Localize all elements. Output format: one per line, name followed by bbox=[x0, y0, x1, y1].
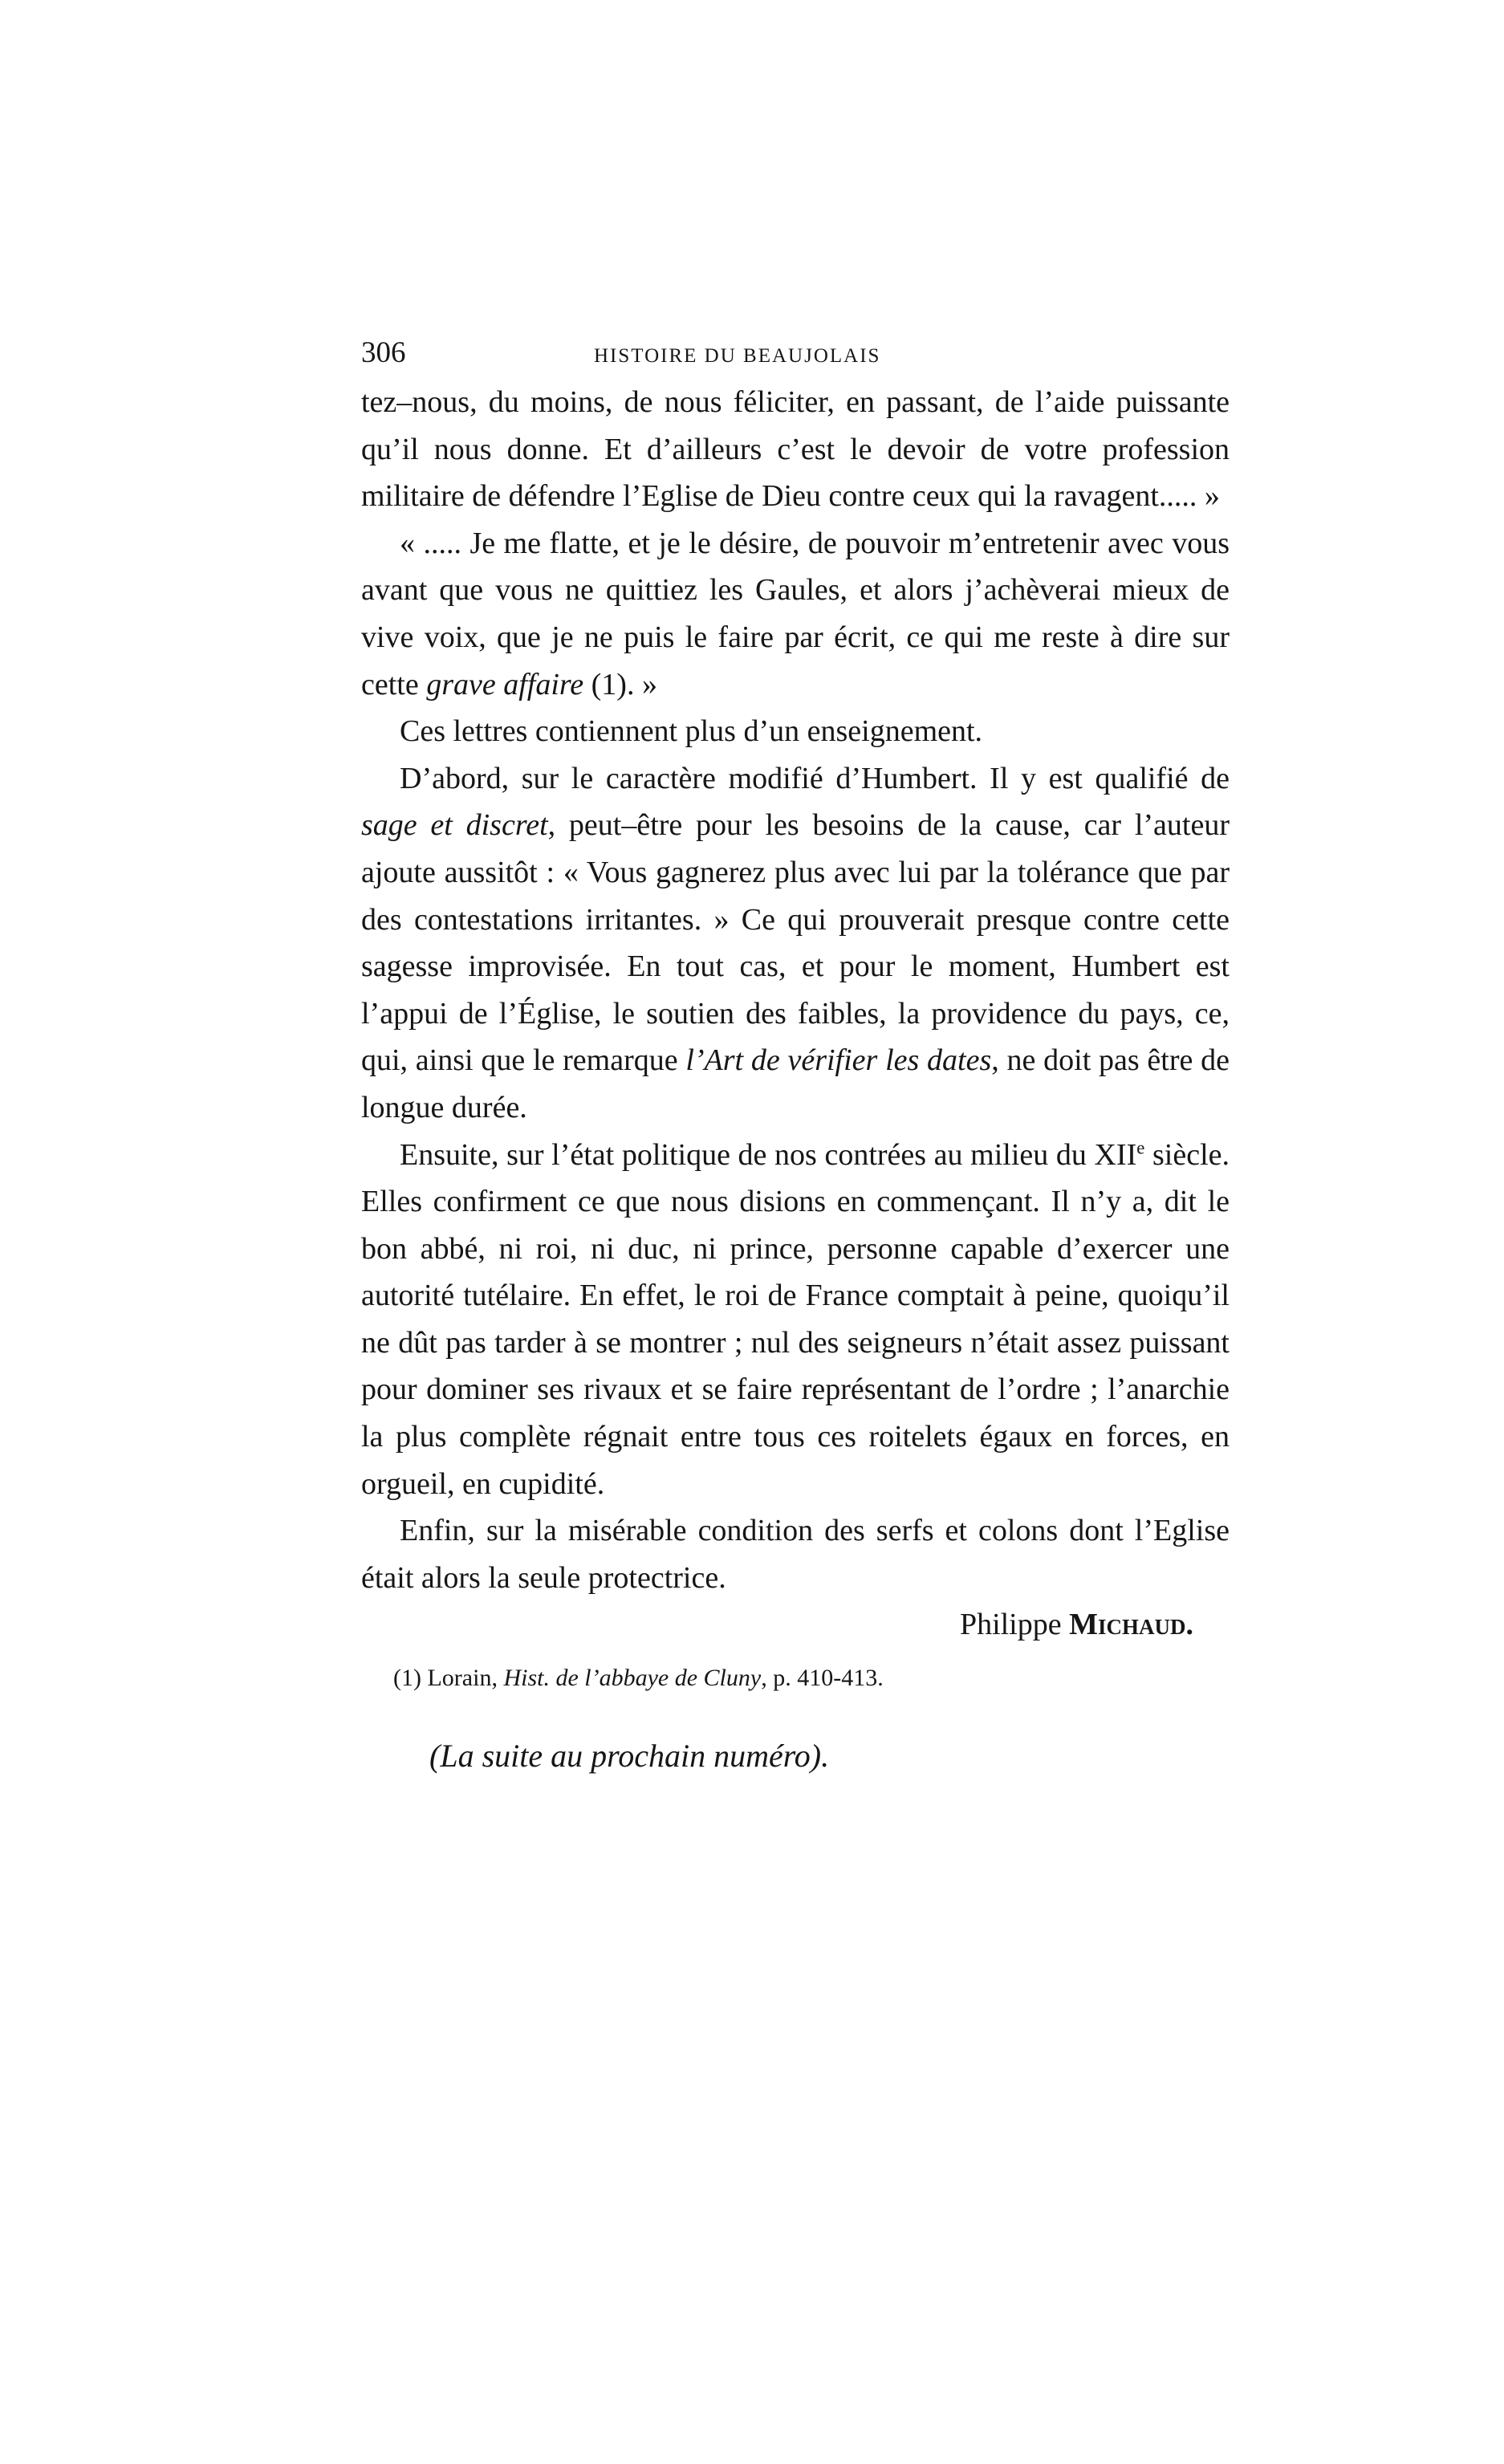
document-page bbox=[361, 335, 1230, 1775]
paragraph-6: Enfin, sur la misérable condition des serfs et colons dont l’Eglise était alors la seule protectrice. bbox=[361, 1514, 1230, 1595]
paragraph-2-text-a: « ..... Je me flatte, et je le désire, de pouvoir m’entretenir avec vous avant que vous ne quittiez les Gaules, et alors j’achèverai mieux de vive voix, que je ne puis le faire par écrit, ce qui me reste à dire sur cette bbox=[361, 526, 1230, 701]
paragraph-3: Ces lettres contiennent plus d’un enseignement. bbox=[400, 714, 983, 749]
paragraph-2-emphasis: grave affaire bbox=[426, 667, 584, 701]
running-title: HISTOIRE DU BEAUJOLAIS bbox=[594, 345, 881, 367]
author-signature bbox=[361, 1601, 1230, 1649]
paragraph-2 bbox=[361, 520, 1230, 708]
footnote-pages: , p. 410-413. bbox=[761, 1665, 884, 1692]
paragraph-5-text-b: siècle. Elles confirment ce que nous disions en commençant. Il n’y a, dit le bon abbé, ni roi, ni duc, ni prince, personne capable d’exercer une autorité tutélaire. En effet, le roi de France comptait à peine, quoiqu’il ne dût pas tarder à se montrer ; nul des seigneurs n’était assez puissant pour dominer ses rivaux et se faire représentant de l’ordre ; l’anarchie la plus complète régnait entre tous ces roitelets égaux en forces, en orgueil, en cupidité. bbox=[361, 1137, 1230, 1501]
page-header bbox=[361, 335, 1230, 374]
footnote-title: Hist. de l’abbaye de Cluny bbox=[503, 1665, 762, 1692]
footnote-author: Lorain, bbox=[427, 1665, 498, 1692]
paragraph-4-text-c: , ne doit pas être de longue durée. bbox=[361, 1043, 1230, 1124]
paragraph-1: tez–nous, du moins, de nous féliciter, en passant, de l’aide puissante qu’il nous donne. Et d’ailleurs c’est le devoir de votre profession militaire de défendre l’Eglise de Dieu contre ceux qui la ravagent..... » bbox=[361, 385, 1230, 514]
paragraph-4-text-b: , peut–être pour les besoins de la cause, car l’auteur ajoute aussitôt : « Vous gagnerez plus avec lui par la tolérance que par des contestations irritantes. » Ce qui prouverait presque contre cette sagesse improvisée. En tout cas, et pour le moment, Humbert est l’appui de l’Église, le soutien des faibles, la providence du pays, ce, qui, ainsi que le remarque bbox=[361, 808, 1230, 1078]
paragraph-4 bbox=[361, 755, 1230, 1132]
footnote bbox=[361, 1665, 1230, 1692]
body-text bbox=[361, 379, 1230, 1601]
paragraph-4-emphasis-2: l’Art de vérifier les dates bbox=[685, 1043, 992, 1078]
paragraph-5-superscript: e bbox=[1136, 1136, 1145, 1157]
page-number: 306 bbox=[361, 336, 406, 369]
paragraph-5-text-a: Ensuite, sur l’état politique de nos contrées au milieu du XII bbox=[400, 1137, 1137, 1172]
signature-last-name: Michaud. bbox=[1069, 1608, 1193, 1642]
paragraph-4-emphasis-1: sage et discret bbox=[361, 808, 548, 843]
paragraph-5 bbox=[361, 1132, 1230, 1508]
paragraph-2-text-b: (1). » bbox=[583, 667, 657, 701]
footnote-marker: (1) bbox=[393, 1665, 421, 1692]
paragraph-4-text-a: D’abord, sur le caractère modifié d’Humbert. Il y est qualifié de bbox=[400, 761, 1230, 795]
continuation-note: (La suite au prochain numéro). bbox=[429, 1738, 830, 1775]
signature-first-name: Philippe bbox=[959, 1608, 1062, 1642]
